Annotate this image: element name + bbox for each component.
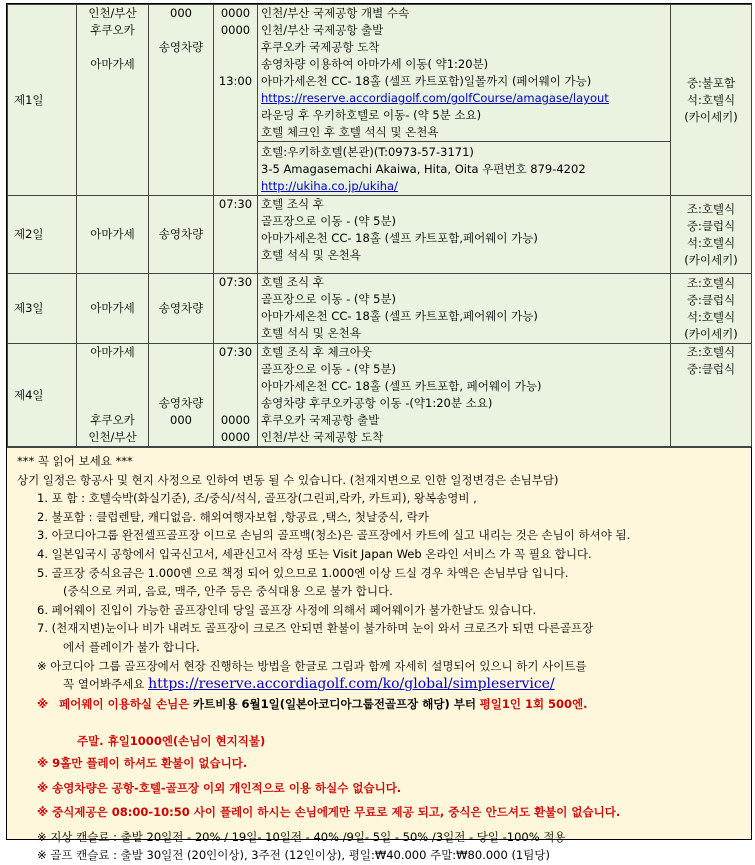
schedule-cell — [258, 344, 671, 447]
schedule-line: 호텔 체크인 후 호텔 석식 및 온천욕 — [261, 125, 439, 139]
schedule-line: 아마가세온천 CC- 18홀 (셀프 카트포함)일몰까지 (페어웨이 가능) — [261, 74, 592, 88]
time: 0000 — [220, 430, 251, 444]
meal-cell — [671, 5, 752, 196]
schedule-line: 골프장으로 이동 - (약 5분) — [261, 214, 397, 228]
meal: 조:호텔식 — [686, 275, 736, 290]
meal: 조:호텔식 — [686, 201, 736, 216]
transport-cell — [149, 5, 214, 196]
day-label: 제3일 — [8, 274, 77, 344]
place — [80, 395, 145, 412]
fairway-text: 페어웨이 이용하실 손님은 — [59, 697, 190, 712]
meal: 중:클럽식 — [686, 362, 736, 376]
time — [217, 395, 254, 412]
time: 0000 — [220, 6, 251, 20]
schedule-line: 호텔 석식 및 온천욕 — [261, 248, 361, 262]
note-item: 에서 플레이가 불가 합니다. — [63, 639, 200, 654]
schedule-line: 아마가세온천 CC- 18홀 (셀프 카트포함,페어웨이 가능) — [261, 231, 538, 245]
day-label: 제2일 — [8, 196, 77, 274]
red-note: ※ 송영차량은 공항-호텔-골프장 이외 개인적으로 이용 하실수 없습니다. — [37, 780, 402, 795]
red-note: ※ 중식제공은 08:00-10:50 사이 플레이 하시는 손님에게만 무료로 제공 되고, 중식은 안드셔도 환불이 없습니다. — [37, 805, 621, 820]
note-item: 3. 아코디아그룹 완전셀프골프장 이므로 손님의 골프백(청소)은 골프장에서 카트에 실고 내리는 것은 손님이 하셔야 됨. — [37, 528, 631, 543]
meal: 조:호텔식 — [686, 345, 736, 359]
transport — [152, 344, 210, 361]
notes-intro: 상기 일정은 항공사 및 현지 사정으로 인하여 변동 될 수 있습니다. (천재지변으로 인한 일정변경은 손님부담) — [17, 472, 559, 487]
place-cell: 아마가세 — [77, 274, 149, 344]
accordia-note-text: 꼭 열어봐주세요 — [63, 677, 145, 692]
time-cell — [214, 5, 258, 196]
meal: 중:불포함 — [686, 75, 736, 90]
schedule-line: 인천/부산 국제공항 출발 — [261, 23, 384, 37]
meal-cell — [671, 344, 752, 447]
note-item: 7. (천재지변)눈이나 비가 내려도 골프장이 크로즈 안되면 환불이 불가하며 눈이 와서 크로즈가 되면 다른골프장 — [37, 621, 594, 636]
schedule-line: 골프장으로 이동 - (약 5분) — [261, 292, 397, 306]
meal: 석:호텔식 — [686, 235, 736, 250]
place — [80, 378, 145, 395]
fairway-price: 평일1인 1회 500엔. — [479, 697, 588, 712]
place: 후쿠오카 — [90, 23, 135, 37]
fairway-text: 카트비용 6월1일(일본아코디아그룹전골프장 해당) 부터 — [193, 697, 476, 712]
accordia-note-line — [17, 675, 743, 695]
schedule-line: 후쿠오카 국제공항 도착 — [261, 40, 380, 54]
itinerary-table — [7, 4, 752, 447]
meal: 중:클럽식 — [686, 218, 736, 233]
weekend-price: 주말. 휴일1000엔(손님이 현지직불) — [77, 734, 266, 749]
time — [217, 378, 254, 395]
time-cell: 07:30 — [214, 274, 258, 344]
transport: 송영차량 — [158, 40, 204, 54]
schedule-cell — [258, 274, 671, 344]
schedule-line: 호텔 조식 후 — [261, 275, 324, 289]
transport — [152, 429, 210, 446]
schedule-line: 후쿠오카 국제공항 출발 — [261, 413, 380, 427]
note-item: 1. 포 함 : 호텔숙박(화실기준), 조/중식/석식, 골프장(그린피,락카, 카트피), 왕복송영비 , — [37, 491, 477, 506]
schedule-line: 호텔 조식 후 체크아웃 — [261, 345, 372, 359]
schedule-line: 아마가세온천 CC- 18홀 (셀프 카트포함,페어웨이 가능) — [261, 309, 538, 323]
notes-section — [7, 447, 751, 863]
time — [217, 56, 254, 73]
time — [217, 39, 254, 56]
transport — [152, 361, 210, 378]
schedule-line: 호텔 석식 및 온천욕 — [261, 326, 361, 340]
transport-cell: 송영차량 — [149, 274, 214, 344]
place: 아마가세 — [90, 57, 135, 71]
day-row-3 — [8, 274, 752, 344]
meal: 중:클럽식 — [686, 292, 736, 307]
place-cell — [77, 5, 149, 196]
meal: (카이세키) — [684, 326, 738, 341]
schedule-line: 라운딩 후 우키하호텔로 이동- (약 5분 소요) — [261, 108, 482, 122]
flight-number: 000 — [170, 6, 192, 20]
accordia-service-link[interactable]: https://reserve.accordiagolf.com/ko/global/simpleservice/ — [148, 676, 555, 693]
time: 07:30 — [218, 345, 253, 359]
golf-course-link[interactable]: https://reserve.accordiagolf.com/golfCourse/amagase/layout — [261, 91, 609, 105]
note-item: 5. 골프장 중식요금은 1.000엔 으로 책정 되어 있으므로 1.000엔 이상 드실 경우 차액은 손님부담 입니다. — [37, 565, 569, 580]
hotel-link[interactable]: http://ukiha.co.jp/ukiha/ — [261, 179, 398, 193]
meal: 석:호텔식 — [686, 92, 736, 107]
fairway-note — [17, 695, 743, 714]
place: 아마가세 — [90, 345, 135, 359]
hotel-cell — [258, 142, 671, 196]
note-item: 6. 페어웨이 진입이 가능한 골프장인데 당일 골프장 사정에 의해서 페어웨이가 불가한날도 있습니다. — [37, 602, 537, 617]
meal: (카이세키) — [684, 109, 738, 124]
note-item: 2. 불포함 : 클럽렌탈, 캐디없음. 해외여행자보험 ,항공료 ,택스, 첫날중식, 락카 — [37, 509, 429, 524]
place — [80, 361, 145, 378]
day-row-1 — [8, 5, 752, 142]
place: 인천/부산 — [88, 6, 137, 20]
transport-cell: 송영차량 — [149, 196, 214, 274]
schedule-cell — [258, 196, 671, 274]
place: 인천/부산 — [88, 430, 137, 444]
itinerary-document — [6, 3, 752, 863]
meal: 석:호텔식 — [686, 309, 736, 324]
place-cell — [77, 344, 149, 447]
place-cell: 아마가세 — [77, 196, 149, 274]
meal-cell — [671, 196, 752, 274]
flight-number: 000 — [170, 413, 192, 427]
day-row-4 — [8, 344, 752, 447]
place: 후쿠오카 — [90, 413, 135, 427]
time — [217, 361, 254, 378]
transport-cell — [149, 344, 214, 447]
hotel-name: 호텔:우키하호텔(본관)(T:0973-57-3171) — [261, 145, 474, 159]
cancel-note: ※ 지상 캔슬료 : 출발 20일전 - 20% / 19일- 10일전 - 40% /9일- 5일 - 50% /3일전 - 당일 -100% 적용 — [37, 829, 566, 844]
time: 0000 — [220, 413, 251, 427]
day-label: 제1일 — [8, 5, 77, 196]
place — [80, 39, 145, 56]
fairway-mark: ※ — [37, 697, 49, 712]
cancel-note: ※ 골프 캔슬료 : 출발 30일전 (20인이상), 3주전 (12인이상), 평일:₩40.000 주말:₩80.000 (1팀당) — [37, 848, 550, 863]
day-row-2 — [8, 196, 752, 274]
schedule-line: 호텔 조식 후 — [261, 197, 324, 211]
schedule-line: 인천/부산 국제공항 도착 — [261, 430, 384, 444]
time-cell — [214, 344, 258, 447]
schedule-line: 송영차량 후쿠오카공항 이동 -(약1:20분 소요) — [261, 396, 493, 410]
schedule-line: 골프장으로 이동 - (약 5분) — [261, 362, 397, 376]
meal-cell — [671, 274, 752, 344]
flight-number — [152, 22, 210, 39]
schedule-cell — [258, 5, 671, 142]
schedule-line: 인천/부산 국제공항 개별 수속 — [261, 6, 410, 20]
time: 13:00 — [218, 74, 253, 88]
red-note: ※ 9홀만 플레이 하셔도 환불이 없습니다. — [37, 755, 248, 770]
transport: 송영차량 — [158, 396, 204, 410]
time: 0000 — [220, 23, 251, 37]
schedule-line: 송영차량 이용하여 아마가세 이동( 약1:20분) — [261, 57, 489, 71]
note-item: 4. 일본입국시 공항에서 입국신고서, 세관신고서 작성 또는 Visit Japan Web 온라인 서비스 가 꼭 필요 합니다. — [37, 546, 592, 561]
hotel-address: 3-5 Amagasemachi Akaiwa, Hita, Oita 우편번호 879-4202 — [261, 162, 586, 176]
accordia-note: ※ 아코디아 그룹 골프장에서 현장 진행하는 방법을 한글로 그림과 함께 자세히 설명되어 있으니 하기 사이트를 — [37, 658, 587, 673]
note-item: (중식으로 커피, 음료, 맥주, 안주 등은 중식대용 으로 불가 합니다. — [63, 584, 393, 599]
day-label: 제4일 — [8, 344, 77, 447]
time-cell: 07:30 — [214, 196, 258, 274]
schedule-line: 아마가세온천 CC- 18홀 (셀프 카트포함, 페어웨이 가능) — [261, 379, 542, 393]
notes-header: *** 꼭 읽어 보세요 *** — [17, 454, 133, 468]
transport — [152, 378, 210, 395]
meal: (카이세키) — [684, 252, 738, 267]
